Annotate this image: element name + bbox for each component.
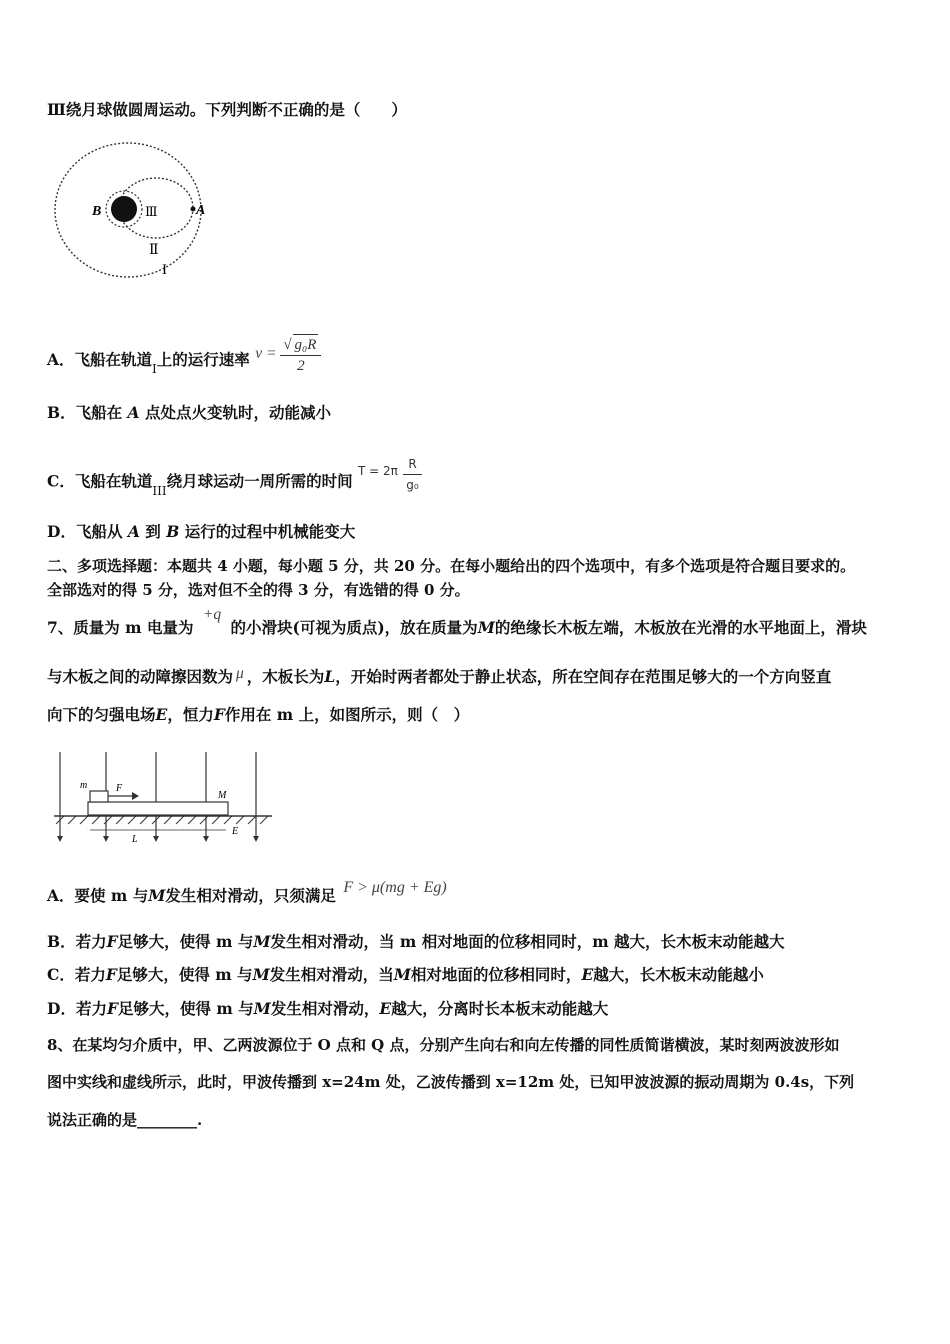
q7-d-e: E xyxy=(379,999,392,1018)
label-ii: Ⅱ xyxy=(149,243,159,258)
q7-d-p1: D．若力 xyxy=(47,999,107,1018)
q6-a-suffix: 上的运行速率 xyxy=(156,350,250,369)
q6-a-v: v xyxy=(255,345,263,362)
q7-a-p1: A．要使 m 与 xyxy=(47,886,149,905)
q7-charge: +q xyxy=(202,606,222,623)
q6-c-suffix: 绕月球运动一周所需的时间 xyxy=(166,471,353,491)
q7-b-f: F xyxy=(106,932,118,951)
q8-line3: 说法正确的是________. xyxy=(47,1111,203,1129)
q7-c-p2: 足够大，使得 m 与 xyxy=(116,965,253,984)
q7-b-p1: B．若力 xyxy=(47,932,107,951)
q6-option-d xyxy=(47,522,355,542)
q7-c-p1: C．若力 xyxy=(47,965,106,984)
section2-line1: 二、多项选择题：本题共 4 小题，每小题 5 分，共 20 分。在每小题给出的四个选项中，有多个选项是符合题目要求的。 xyxy=(47,557,856,575)
q6-b-var: A xyxy=(127,403,140,422)
field-arrowheads xyxy=(57,836,259,842)
q6-a-den: 2 xyxy=(297,358,305,374)
q7-l3-e: E xyxy=(155,705,168,724)
q6-a-sub: I xyxy=(152,362,157,376)
q7-l3-f: F xyxy=(213,705,225,724)
q8-line1: 8、在某均匀介质中，甲、乙两波源位于 O 点和 Q 点，分别产生向右和向左传播的同性质简谐横波，某时刻两波波形如 xyxy=(47,1036,840,1054)
label-e: E xyxy=(232,826,239,837)
q7-line3 xyxy=(47,705,469,725)
q7-l3-c: 作用在 m 上，如图所示，则（ ） xyxy=(224,705,470,724)
q7-c-p3: 发生相对滑动，当 xyxy=(269,965,394,984)
q6-d-p3: 运行的过程中机械能变大 xyxy=(184,522,356,541)
q6-c-sub: III xyxy=(152,483,167,498)
q6-a-prefix: A．飞船在轨道 xyxy=(47,350,153,369)
q7-a-p2: 发生相对滑动，只须满足 xyxy=(165,886,336,905)
q7-line1 xyxy=(47,606,867,639)
q7-l2-l: L xyxy=(324,667,336,686)
label-f: F xyxy=(116,783,123,794)
q6-c-prefix: C．飞船在轨道 xyxy=(47,471,153,491)
q7-l1-m: M xyxy=(477,618,495,637)
q7-b-p2: 足够大，使得 m 与 xyxy=(117,932,254,951)
orbit-figure xyxy=(48,130,228,290)
q7-d-p2: 足够大，使得 m 与 xyxy=(117,999,254,1018)
q7-option-a xyxy=(47,879,447,907)
ground-hatch xyxy=(56,816,268,824)
q7-mu: μ xyxy=(236,665,244,682)
q7-l2-c: ，开始时两者都处于静止状态，所在空间存在范围足够大的一个方向竖直 xyxy=(335,667,832,686)
q7-d-p3: 发生相对滑动， xyxy=(270,999,380,1018)
q8-line2: 图中实线和虚线所示，此时，甲波传播到 x=24m 处，乙波传播到 x=12m 处，已知甲波波源的振动周期为 0.4s，下列 xyxy=(47,1073,855,1091)
q7-c-e: E xyxy=(581,965,594,984)
q7-l2-b: ，木板长为 xyxy=(246,667,325,686)
q7-line2 xyxy=(47,667,831,688)
q7-b-m: M xyxy=(253,932,271,951)
label-m: m xyxy=(80,780,88,791)
q7-l3-a: 向下的匀强电场 xyxy=(47,705,156,724)
q7-c-p4: 相对地面的位移相同时， xyxy=(410,965,582,984)
q7-a-formula: F > μ(mg + Eg) xyxy=(343,879,447,896)
q7-c-m: M xyxy=(252,965,270,984)
q6-option-a xyxy=(47,337,321,382)
q7-c-m2: M xyxy=(393,965,411,984)
label-iii: Ⅲ xyxy=(145,204,158,219)
q6-b-prefix: B．飞船在 xyxy=(47,403,123,422)
q6-d-b: B xyxy=(166,522,180,541)
q6-c-den: g₀ xyxy=(406,478,419,492)
q7-l3-b: ，恒力 xyxy=(167,705,214,724)
q6-c-t: T xyxy=(358,463,366,478)
q6-a-fraction: $\frac{\text{√ g₀R}}{2}$ xyxy=(280,334,321,376)
force-arrowhead xyxy=(132,792,139,800)
q6-option-c xyxy=(47,457,422,503)
q7-option-d xyxy=(47,999,608,1019)
board-field-figure xyxy=(50,742,290,852)
q7-d-p4: 越大，分离时长本板末动能越大 xyxy=(391,999,609,1018)
moon xyxy=(111,196,137,222)
label-i: I xyxy=(162,262,167,278)
q6-d-p1: D．飞船从 xyxy=(47,522,123,541)
q7-c-p5: 越大，长木板末动能越小 xyxy=(593,965,764,984)
section2-line2: 全部选对的得 5 分，选对但不全的得 3 分，有选错的得 0 分。 xyxy=(47,581,470,599)
point-a xyxy=(191,207,196,212)
q6-d-a: A xyxy=(127,522,140,541)
q7-l2-a: 与木板之间的动障擦因数为 xyxy=(47,667,234,686)
q7-l1-c: 的绝缘长木板左端，木板放在光滑的水平地面上，滑块 xyxy=(494,618,867,637)
q6-c-eq: = 2π xyxy=(365,463,398,478)
q7-l1-b: 的小滑块(可视为质点)，放在质量为 xyxy=(230,618,478,637)
q6-d-p2: 到 xyxy=(145,522,161,541)
q7-d-m: M xyxy=(253,999,271,1018)
label-l: L xyxy=(132,834,138,845)
block xyxy=(90,791,108,802)
q7-option-c xyxy=(47,965,764,985)
q7-a-m: M xyxy=(148,886,166,905)
label-b: B xyxy=(92,204,102,219)
board xyxy=(88,802,228,815)
q6-stem: Ⅲ绕月球做圆周运动。下列判断不正确的是（ ） xyxy=(47,100,407,119)
q7-l1-a: 7、质量为 m 电量为 xyxy=(47,618,194,637)
q6-a-num: g₀R xyxy=(293,334,319,355)
label-board-m: M xyxy=(218,790,227,801)
q7-b-p3: 发生相对滑动，当 m 相对地面的位移相同时，m 越大，长木板末动能越大 xyxy=(270,932,785,951)
q6-a-eq: = xyxy=(262,345,281,362)
q6-option-b xyxy=(47,403,331,423)
q6-c-fraction xyxy=(403,454,421,495)
q7-d-f: F xyxy=(106,999,118,1018)
q7-option-b xyxy=(47,932,785,952)
q6-b-suffix: 点处点火变轨时，动能减小 xyxy=(144,403,331,422)
label-a: A xyxy=(196,203,206,218)
q7-c-f: F xyxy=(105,965,117,984)
q6-c-num: R xyxy=(403,454,421,475)
